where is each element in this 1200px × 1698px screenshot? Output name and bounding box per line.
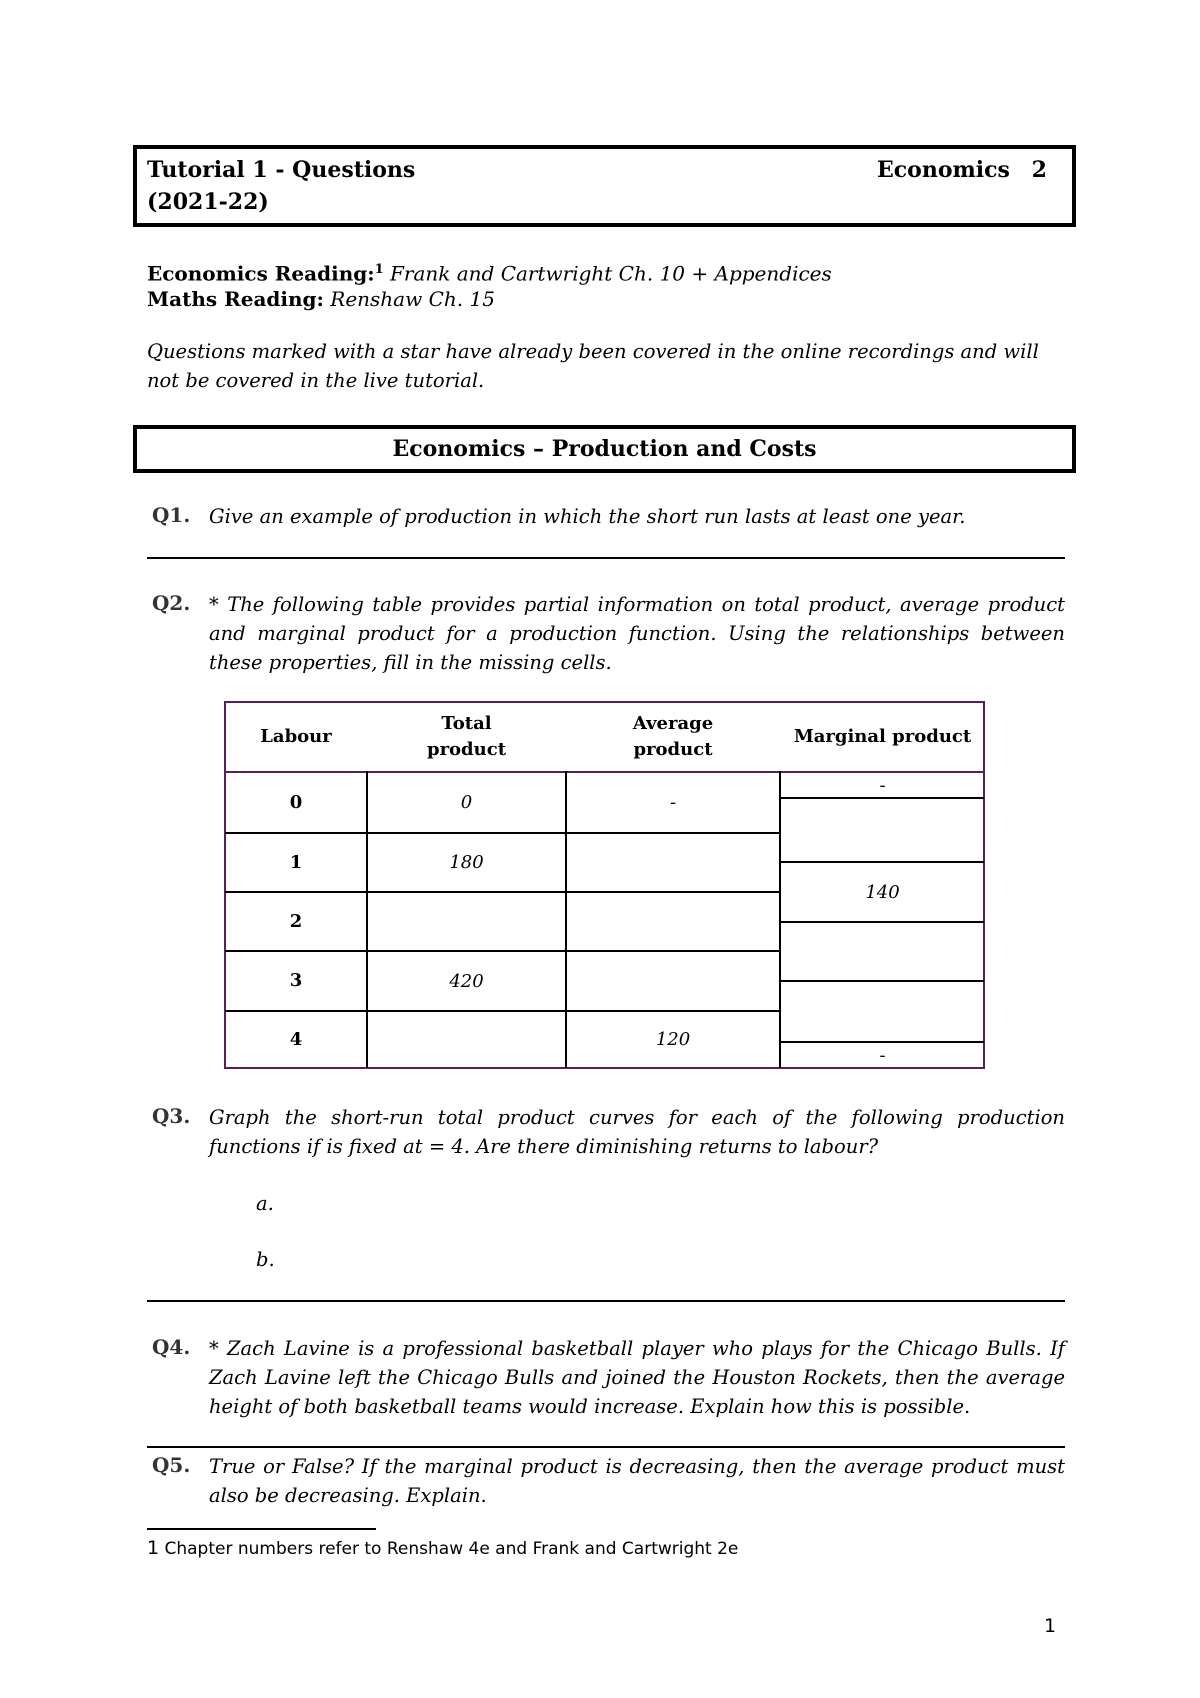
row-1-average[interactable] — [567, 834, 779, 891]
q2-line-2: and marginal product for a production function. Using the relationships between — [209, 622, 1065, 645]
row-3-total: 420 — [449, 970, 484, 992]
row-4-average: 120 — [655, 1029, 691, 1050]
footnote-mark: 1 — [147, 1537, 160, 1559]
footnote — [147, 1537, 738, 1559]
mp-labour-4[interactable] — [781, 982, 984, 1041]
row-2-total[interactable] — [368, 893, 565, 950]
row-3-labour: 3 — [289, 970, 303, 991]
mp-bottom: - — [879, 1044, 886, 1066]
header-average-line-2: product — [633, 739, 713, 760]
q2-label: Q2. — [152, 591, 191, 615]
header-average-product — [567, 703, 779, 771]
header-total-line-1: Total — [441, 713, 492, 734]
economics-reading-label: Economics Reading: — [147, 261, 375, 286]
q1-text: Give an example of production in which the short run lasts at least one year. — [209, 505, 966, 528]
row-0-labour: 0 — [289, 791, 303, 813]
row-1-total: 180 — [449, 852, 484, 873]
q4-line-3: height of both basketball teams would increase. Explain how this is possible. — [209, 1395, 971, 1418]
q3-divider — [147, 1300, 1065, 1302]
q3-line-2: functions if is fixed at = 4. Are there diminishing returns to labour? — [209, 1135, 879, 1158]
economics-reading — [147, 256, 832, 288]
q1-label: Q1. — [152, 503, 191, 527]
intro-note-line-2: not be covered in the live tutorial. — [147, 369, 485, 392]
footnote-reference: 1 — [374, 262, 384, 277]
q2-line-3: these properties, fill in the missing cells. — [209, 651, 612, 674]
footnote-separator — [147, 1528, 376, 1530]
row-2-labour: 2 — [289, 910, 303, 932]
mp-labour-3[interactable] — [781, 923, 984, 980]
maths-reading-text: Renshaw Ch. 15 — [330, 287, 495, 311]
mp-top: - — [879, 774, 886, 796]
q2-line-1: * The following table provides partial information on total product, average product — [209, 593, 1065, 616]
page-number: 1 — [1044, 1615, 1057, 1637]
row-4-labour: 4 — [289, 1028, 303, 1050]
q3-label: Q3. — [152, 1104, 191, 1128]
row-2-average[interactable] — [567, 893, 779, 950]
q3-line-1: Graph the short-run total product curves for each of the following production — [209, 1106, 1065, 1129]
row-4-total[interactable] — [368, 1012, 565, 1067]
q5-label: Q5. — [152, 1453, 191, 1477]
q4-divider — [147, 1446, 1065, 1448]
tutorial-title: Tutorial 1 - Questions — [147, 157, 416, 183]
mp-labour-2: 140 — [865, 881, 900, 903]
maths-reading-label: Maths Reading: — [147, 287, 324, 311]
course-title: Economics 2 — [877, 157, 1047, 183]
header-average-line-1: Average — [632, 713, 714, 734]
q3-item-a: a. — [256, 1192, 274, 1215]
q5-line-2: also be decreasing. Explain. — [209, 1484, 487, 1507]
q4-line-2: Zach Lavine left the Chicago Bulls and joined the Houston Rockets, then the average — [209, 1366, 1065, 1389]
header-total-product — [368, 703, 565, 771]
header-labour: Labour — [260, 726, 332, 747]
economics-reading-text: Frank and Cartwright Ch. 10 + Appendices — [390, 261, 832, 286]
row-0-total: 0 — [460, 792, 473, 813]
academic-year: (2021-22) — [147, 189, 269, 215]
intro-note-line-1: Questions marked with a star have already been covered in the online recordings and will — [147, 340, 1039, 363]
maths-reading — [147, 285, 495, 313]
q3-item-b: b. — [256, 1248, 275, 1271]
q1-divider — [147, 557, 1065, 559]
section-title: Economics – Production and Costs — [392, 436, 817, 462]
row-1-labour: 1 — [289, 851, 303, 873]
q4-label: Q4. — [152, 1335, 191, 1359]
header-marginal-product: Marginal product — [793, 726, 972, 747]
header-total-line-2: product — [426, 739, 507, 760]
q4-line-1: * Zach Lavine is a professional basketball player who plays for the Chicago Bulls. If — [209, 1337, 1065, 1360]
row-3-average[interactable] — [567, 952, 779, 1010]
footnote-text: Chapter numbers refer to Renshaw 4e and Frank and Cartwright 2e — [164, 1539, 739, 1559]
q5-line-1: True or False? If the marginal product is decreasing, then the average product must — [209, 1455, 1065, 1478]
mp-labour-1[interactable] — [781, 799, 984, 861]
row-0-average: - — [669, 792, 677, 813]
